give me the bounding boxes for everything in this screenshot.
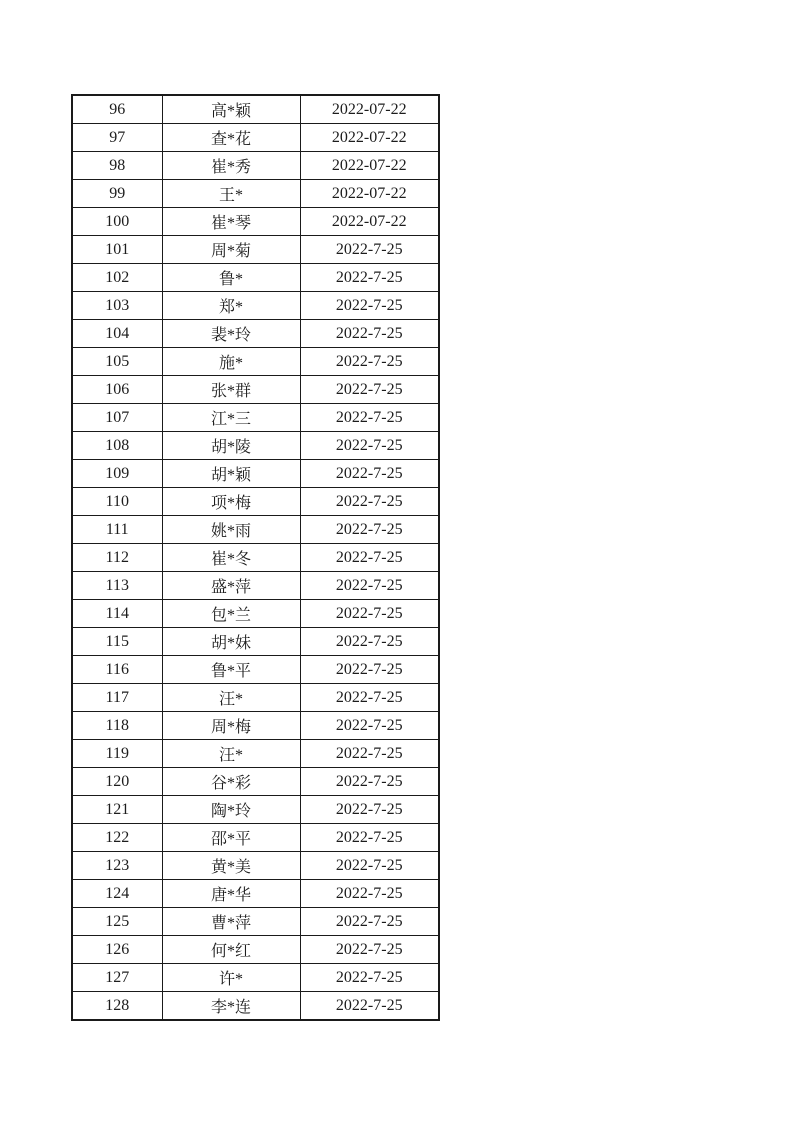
table-row — [72, 572, 439, 600]
table-row — [72, 964, 439, 992]
row-number-cell: 122 — [72, 824, 162, 852]
row-number-cell: 108 — [72, 432, 162, 460]
masked-name-cell: 查*花 — [162, 124, 300, 152]
table-row — [72, 376, 439, 404]
table-row — [72, 124, 439, 152]
row-number-cell: 104 — [72, 320, 162, 348]
date-cell: 2022-7-25 — [300, 768, 439, 796]
masked-name-cell: 崔*琴 — [162, 208, 300, 236]
table-row — [72, 432, 439, 460]
table-row — [72, 516, 439, 544]
date-cell: 2022-7-25 — [300, 880, 439, 908]
date-cell: 2022-7-25 — [300, 572, 439, 600]
table-row — [72, 824, 439, 852]
table-row — [72, 180, 439, 208]
date-cell: 2022-7-25 — [300, 908, 439, 936]
row-number-cell: 101 — [72, 236, 162, 264]
date-cell: 2022-7-25 — [300, 656, 439, 684]
date-cell: 2022-7-25 — [300, 824, 439, 852]
table-row — [72, 152, 439, 180]
date-cell: 2022-07-22 — [300, 208, 439, 236]
date-cell: 2022-7-25 — [300, 264, 439, 292]
masked-name-cell: 陶*玲 — [162, 796, 300, 824]
row-number-cell: 128 — [72, 992, 162, 1021]
date-cell: 2022-07-22 — [300, 95, 439, 124]
date-cell: 2022-7-25 — [300, 348, 439, 376]
row-number-cell: 121 — [72, 796, 162, 824]
masked-name-cell: 姚*雨 — [162, 516, 300, 544]
table-row — [72, 796, 439, 824]
row-number-cell: 113 — [72, 572, 162, 600]
table-row — [72, 95, 439, 124]
row-number-cell: 105 — [72, 348, 162, 376]
date-cell: 2022-7-25 — [300, 488, 439, 516]
row-number-cell: 109 — [72, 460, 162, 488]
masked-name-cell: 许* — [162, 964, 300, 992]
table-row — [72, 236, 439, 264]
table-row — [72, 208, 439, 236]
row-number-cell: 127 — [72, 964, 162, 992]
masked-name-cell: 唐*华 — [162, 880, 300, 908]
date-cell: 2022-7-25 — [300, 684, 439, 712]
records-table — [71, 94, 440, 1021]
masked-name-cell: 邵*平 — [162, 824, 300, 852]
date-cell: 2022-7-25 — [300, 852, 439, 880]
date-cell: 2022-7-25 — [300, 796, 439, 824]
row-number-cell: 107 — [72, 404, 162, 432]
masked-name-cell: 崔*秀 — [162, 152, 300, 180]
date-cell: 2022-7-25 — [300, 712, 439, 740]
masked-name-cell: 胡*颖 — [162, 460, 300, 488]
table-row — [72, 740, 439, 768]
table-row — [72, 544, 439, 572]
date-cell: 2022-7-25 — [300, 544, 439, 572]
masked-name-cell: 胡*妹 — [162, 628, 300, 656]
date-cell: 2022-7-25 — [300, 404, 439, 432]
masked-name-cell: 盛*萍 — [162, 572, 300, 600]
table-row — [72, 292, 439, 320]
row-number-cell: 116 — [72, 656, 162, 684]
table-row — [72, 348, 439, 376]
row-number-cell: 114 — [72, 600, 162, 628]
masked-name-cell: 施* — [162, 348, 300, 376]
table-row — [72, 628, 439, 656]
date-cell: 2022-07-22 — [300, 124, 439, 152]
table-row — [72, 488, 439, 516]
masked-name-cell: 胡*陵 — [162, 432, 300, 460]
date-cell: 2022-7-25 — [300, 236, 439, 264]
date-cell: 2022-07-22 — [300, 152, 439, 180]
row-number-cell: 117 — [72, 684, 162, 712]
row-number-cell: 119 — [72, 740, 162, 768]
date-cell: 2022-7-25 — [300, 292, 439, 320]
masked-name-cell: 崔*冬 — [162, 544, 300, 572]
table-row — [72, 852, 439, 880]
row-number-cell: 125 — [72, 908, 162, 936]
date-cell: 2022-7-25 — [300, 600, 439, 628]
row-number-cell: 120 — [72, 768, 162, 796]
table-row — [72, 264, 439, 292]
row-number-cell: 97 — [72, 124, 162, 152]
masked-name-cell: 周*菊 — [162, 236, 300, 264]
row-number-cell: 123 — [72, 852, 162, 880]
masked-name-cell: 高*颖 — [162, 95, 300, 124]
row-number-cell: 110 — [72, 488, 162, 516]
masked-name-cell: 汪* — [162, 684, 300, 712]
masked-name-cell: 包*兰 — [162, 600, 300, 628]
masked-name-cell: 郑* — [162, 292, 300, 320]
masked-name-cell: 周*梅 — [162, 712, 300, 740]
masked-name-cell: 李*连 — [162, 992, 300, 1021]
table-row — [72, 656, 439, 684]
date-cell: 2022-7-25 — [300, 432, 439, 460]
row-number-cell: 126 — [72, 936, 162, 964]
date-cell: 2022-7-25 — [300, 628, 439, 656]
masked-name-cell: 何*红 — [162, 936, 300, 964]
masked-name-cell: 裴*玲 — [162, 320, 300, 348]
row-number-cell: 124 — [72, 880, 162, 908]
row-number-cell: 106 — [72, 376, 162, 404]
masked-name-cell: 汪* — [162, 740, 300, 768]
table-row — [72, 600, 439, 628]
row-number-cell: 102 — [72, 264, 162, 292]
table-row — [72, 936, 439, 964]
table-row — [72, 768, 439, 796]
table-row — [72, 460, 439, 488]
date-cell: 2022-7-25 — [300, 516, 439, 544]
date-cell: 2022-07-22 — [300, 180, 439, 208]
masked-name-cell: 曹*萍 — [162, 908, 300, 936]
row-number-cell: 118 — [72, 712, 162, 740]
table-row — [72, 684, 439, 712]
table-row — [72, 404, 439, 432]
date-cell: 2022-7-25 — [300, 936, 439, 964]
row-number-cell: 103 — [72, 292, 162, 320]
records-table-body — [72, 95, 439, 1020]
date-cell: 2022-7-25 — [300, 992, 439, 1021]
masked-name-cell: 项*梅 — [162, 488, 300, 516]
row-number-cell: 98 — [72, 152, 162, 180]
date-cell: 2022-7-25 — [300, 740, 439, 768]
table-row — [72, 880, 439, 908]
table-row — [72, 712, 439, 740]
masked-name-cell: 王* — [162, 180, 300, 208]
row-number-cell: 115 — [72, 628, 162, 656]
date-cell: 2022-7-25 — [300, 964, 439, 992]
masked-name-cell: 黄*美 — [162, 852, 300, 880]
masked-name-cell: 鲁*平 — [162, 656, 300, 684]
masked-name-cell: 谷*彩 — [162, 768, 300, 796]
row-number-cell: 112 — [72, 544, 162, 572]
row-number-cell: 96 — [72, 95, 162, 124]
table-row — [72, 992, 439, 1021]
row-number-cell: 111 — [72, 516, 162, 544]
table-row — [72, 320, 439, 348]
date-cell: 2022-7-25 — [300, 376, 439, 404]
table-row — [72, 908, 439, 936]
masked-name-cell: 张*群 — [162, 376, 300, 404]
row-number-cell: 100 — [72, 208, 162, 236]
date-cell: 2022-7-25 — [300, 460, 439, 488]
masked-name-cell: 鲁* — [162, 264, 300, 292]
date-cell: 2022-7-25 — [300, 320, 439, 348]
row-number-cell: 99 — [72, 180, 162, 208]
masked-name-cell: 江*三 — [162, 404, 300, 432]
